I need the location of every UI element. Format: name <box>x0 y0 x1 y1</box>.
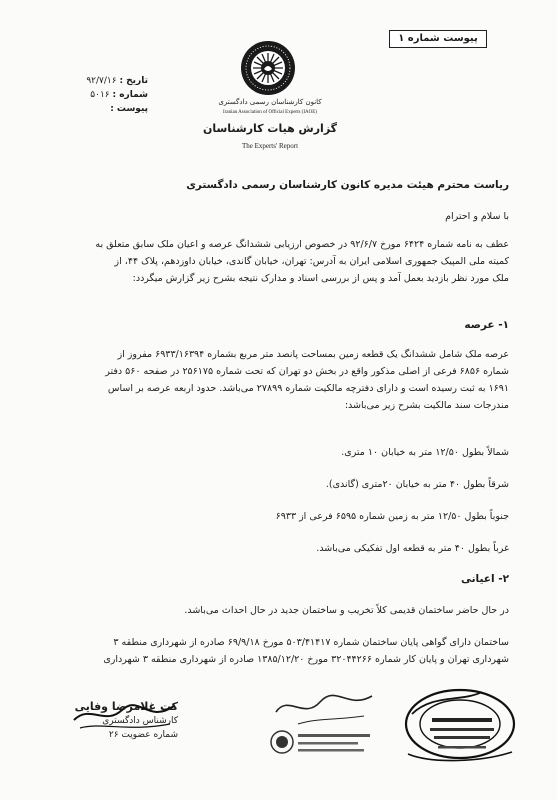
section2-paragraph <box>103 634 509 668</box>
attachment-number-box: پیوست شماره ۱ <box>389 30 487 48</box>
section1-paragraph <box>105 346 509 414</box>
section1-line: ۱۶۹۱ به ثبت رسیده است و دارای دفترچه مالکیت شماره ۲۷۸۹۹ می‌باشد. حدود اربعه عرصه بر اساس <box>107 383 509 394</box>
date-label: تاریخ : <box>119 76 148 86</box>
middle-signature-stamp-icon <box>268 690 378 760</box>
expert-member-number: شماره عضویت ۲۶ <box>108 730 178 740</box>
section1-line: عرصه ملک شامل ششدانگ یک قطعه زمین بمساحت پانصد متر مربع بشماره ۶۹۳۳/۱۶۳۹۴ مفروز از <box>117 349 509 360</box>
boundary-north: شمالاً بطول ۱۲/۵۰ متر به خیابان ۱۰ متری. <box>341 447 509 458</box>
boundary-south: جنوباً بطول ۱۲/۵۰ متر به زمین شماره ۶۵۹۵ فرعی از ۶۹۳۳ <box>275 511 509 522</box>
number-label: شماره : <box>112 90 148 100</box>
number-value: ۵۰۱۶ <box>90 90 110 100</box>
date-row <box>48 74 148 88</box>
report-title-en: The Experts' Report <box>241 142 299 150</box>
greeting: با سلام و احترام <box>445 211 509 222</box>
date-value: ۹۲/۷/۱۶ <box>86 76 117 86</box>
addressee: ریاست محترم هیئت مدیره کانون کارشناسان رسمی دادگستری <box>186 179 509 191</box>
section2-line: در حال حاضر ساختمان قدیمی کلاً تخریب و ساختمان جدید در حال احداث می‌باشد. <box>184 605 509 616</box>
expert-title: کارشناس دادگستری <box>102 716 178 726</box>
letter-meta <box>48 74 148 116</box>
report-title-fa: گزارش هیات کارشناسان <box>202 122 338 135</box>
section1-line: مندرجات سند مالکیت بشرح زیر می‌باشد: <box>344 400 509 411</box>
section2-title: ۲- اعیانی <box>460 573 509 585</box>
intro-paragraph <box>95 236 509 287</box>
attachment-row <box>48 102 148 116</box>
number-row <box>48 88 148 102</box>
section1-title: ۱- عرصه <box>464 319 509 331</box>
org-name-fa: کانون کارشناسان رسمی دادگستری <box>218 98 322 106</box>
right-signature-stamp-icon <box>402 684 517 770</box>
association-logo-icon <box>240 40 296 96</box>
org-name-en: Iranian Association of Official Experts (IAOE) <box>223 110 317 115</box>
expert-name: کت غلامرضا وفایی <box>74 700 178 713</box>
section2-more-line: ساختمان دارای گواهی پایان ساختمان شماره ۵۰۳/۴۱۴۱۷ مورخ ۶۹/۹/۱۸ صادره از شهرداری منطقه ۳ <box>113 637 509 648</box>
intro-line: کمیته ملی المپیک جمهوری اسلامی ایران به آدرس: تهران، خیابان گاندی، خیابان داوزدهم، پلاک ۴۴، از <box>114 256 509 267</box>
boundary-west: غرباً بطول ۴۰ متر به قطعه اول تفکیکی می‌باشد. <box>316 543 509 554</box>
section1-line: شماره ۶۸۵۶ فرعی از اصلی مذکور واقع در بخش دو تهران که تحت شماره ۲۵۶۱۷۵ در صفحه ۵۶۰ دفتر <box>105 366 509 377</box>
section2-more-line: شهرداری تهران و پایان کار شماره ۳۲۰۴۴۲۶۶ مورخ ۱۳۸۵/۱۲/۲۰ صادره از شهرداری منطقه ۳ شهرداری <box>103 654 509 665</box>
intro-line: عطف به نامه شماره ۶۴۲۴ مورخ ۹۲/۶/۷ در خصوص ارزیابی ششدانگ عرصه و اعیان ملک سابق متعلق به <box>95 239 509 250</box>
intro-line: ملک مورد نظر بازدید بعمل آمد و پس از بررسی اسناد و مدارک نتیجه بشرح زیر گزارش میگردد: <box>132 273 509 284</box>
attachment-label: پیوست : <box>110 104 148 114</box>
boundary-east: شرقاً بطول ۴۰ متر به خیابان ۲۰متری (گاندی). <box>325 479 509 490</box>
left-signature-icon <box>70 696 180 736</box>
